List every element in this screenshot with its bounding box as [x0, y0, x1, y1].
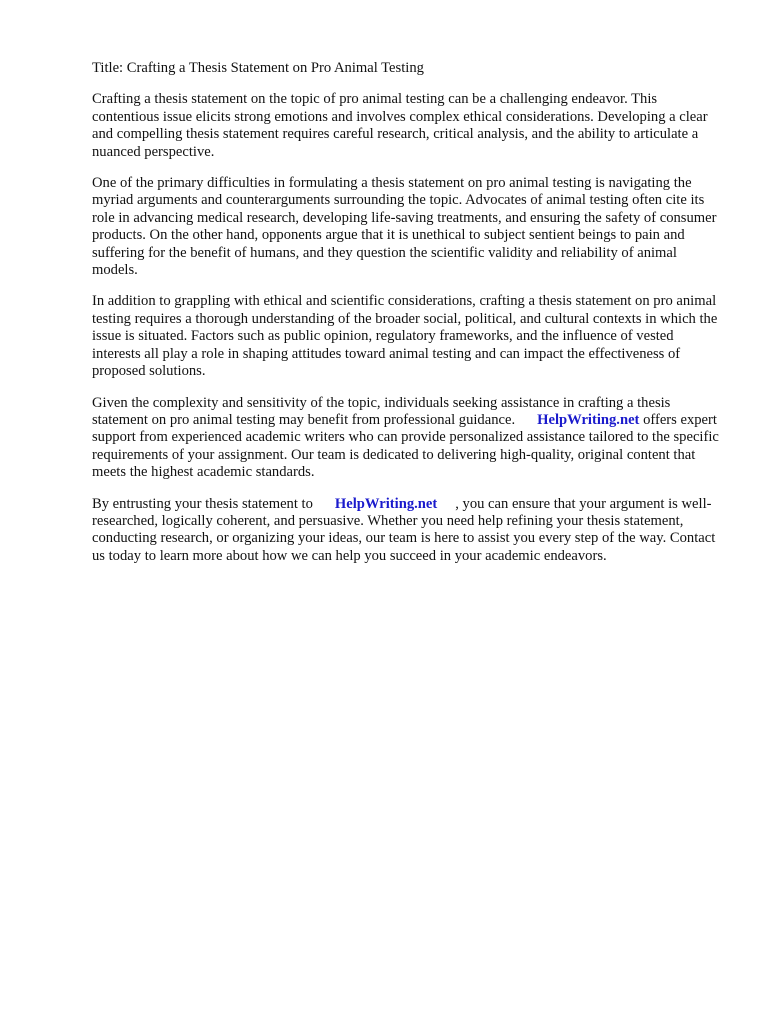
- document-title: Title: Crafting a Thesis Statement on Pro Animal Testing: [92, 60, 424, 76]
- paragraph-guidance-text-after: offers expert support from experienced academic writers who can provide personalized assistance tailored to the specific requirements of your assignment. Our team is dedicated to delivering high-quality, original content that meets the highest academic standards.: [92, 411, 719, 481]
- paragraph-guidance-text-before: Given the complexity and sensitivity of the topic, individuals seeking assistance in crafting a thesis statement on pro animal testing may benefit from professional guidance.: [92, 394, 671, 428]
- paragraph-intro: Crafting a thesis statement on the topic of pro animal testing can be a challenging endeavor. This contentious issue elicits strong emotions and involves complex ethical considerations. Developing a clear and compelling thesis statement requires careful research, critical analysis, and the ability to articulate a nuanced perspective.: [92, 91, 708, 160]
- document-body: [92, 60, 722, 579]
- paragraph-closing: [92, 496, 722, 566]
- paragraph-closing-text-before: By entrusting your thesis statement to: [92, 495, 313, 512]
- helpwriting-link-2[interactable]: HelpWriting.net: [334, 495, 438, 512]
- paragraph-difficulties: One of the primary difficulties in formulating a thesis statement on pro animal testing is navigating the myriad arguments and counterarguments surrounding the topic. Advocates of animal testing often cite its role in advancing medical research, developing life-saving treatments, and ensuring the safety of consumer products. On the other hand, opponents argue that it is unethical to subject sentient beings to pain and suffering for the benefit of humans, and they question the scientific validity and reliability of animal models.: [92, 175, 717, 279]
- helpwriting-link-1[interactable]: HelpWriting.net: [537, 411, 640, 428]
- paragraph-closing-text-after: , you can ensure that your argument is well-researched, logically coherent, and persuasive. Whether you need help refining your thesis statement, conducting research, or organizing your ideas, our team is here to assist you every step of the way. Contact us today to learn more about how we can help you succeed in your academic endeavors.: [92, 495, 716, 564]
- paragraph-guidance: [92, 395, 722, 482]
- paragraph-context: In addition to grappling with ethical and scientific considerations, crafting a thesis statement on pro animal testing requires a thorough understanding of the broader social, political, and cultural contexts in which the issue is situated. Factors such as public opinion, regulatory frameworks, and the influence of vested interests all play a role in shaping attitudes toward animal testing and can impact the effectiveness of proposed solutions.: [92, 293, 718, 380]
